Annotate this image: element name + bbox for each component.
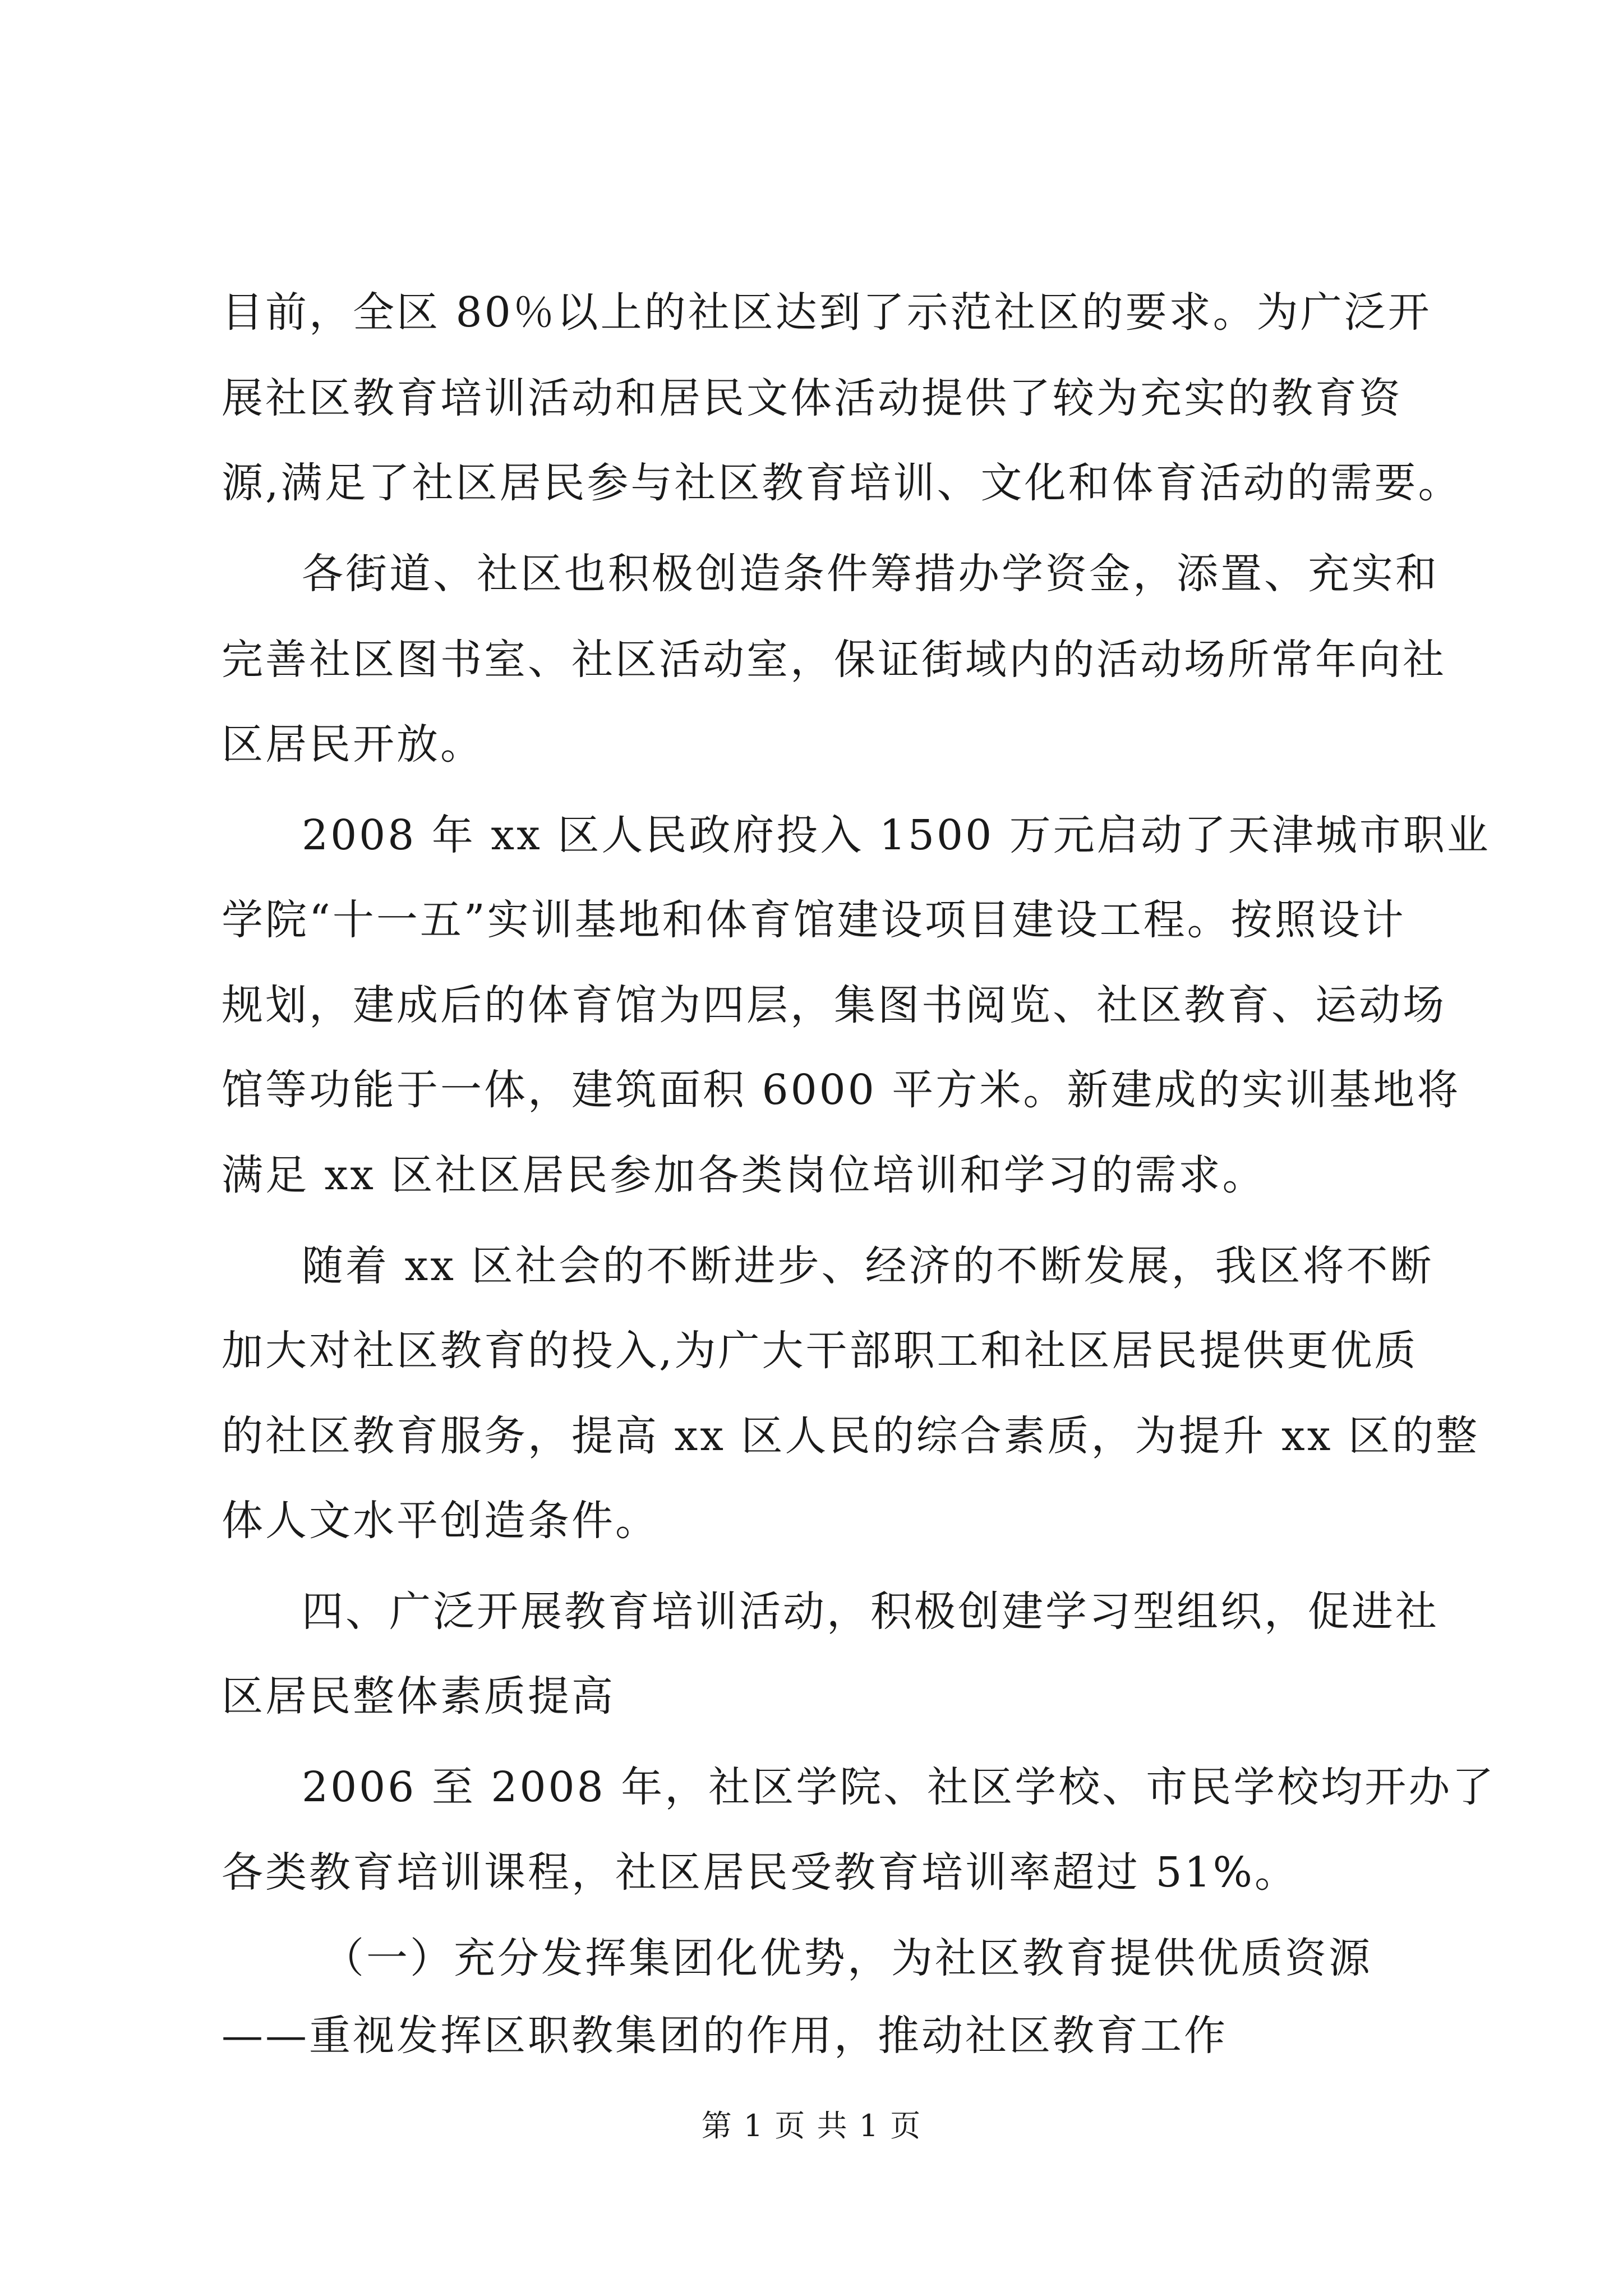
text-line-13: 加大对社区教育的投入,为广大干部职工和社区居民提供更优质: [222, 1327, 1418, 1375]
text-line-10: 馆等功能于一体，建筑面积 6000 平方米。新建成的实训基地将: [222, 1066, 1461, 1114]
text-line-18: 2006 至 2008 年，社区学院、社区学校、市民学校均开办了: [302, 1763, 1496, 1811]
page-number-footer: 第 1 页 共 1 页: [701, 2108, 922, 2143]
text-line-16: 四、广泛开展教育培训活动，积极创建学习型组织，促进社: [302, 1588, 1439, 1636]
text-line-15: 体人文水平创造条件。: [222, 1497, 659, 1545]
text-line-7: 2008 年 xx 区人民政府投入 1500 万元启动了天津城市职业: [302, 811, 1491, 859]
text-line-17: 区居民整体素质提高: [222, 1672, 615, 1720]
text-line-21: ——重视发挥区职教集团的作用，推动社区教育工作: [222, 2012, 1228, 2060]
text-line-3: 源,满足了社区居民参与社区教育培训、文化和体育活动的需要。: [222, 459, 1462, 507]
text-line-4: 各街道、社区也积极创造条件筹措办学资金，添置、充实和: [302, 550, 1439, 598]
text-line-19: 各类教育培训课程，社区居民受教育培训率超过 51%。: [222, 1848, 1298, 1897]
text-line-12: 随着 xx 区社会的不断进步、经济的不断发展，我区将不断: [302, 1242, 1434, 1290]
text-line-2: 展社区教育培训活动和居民文体活动提供了较为充实的教育资: [222, 374, 1403, 422]
text-line-11: 满足 xx 区社区居民参加各类岗位培训和学习的需求。: [222, 1151, 1266, 1199]
text-line-9: 规划，建成后的体育馆为四层，集图书阅览、社区教育、运动场: [222, 981, 1446, 1029]
text-line-20: （一）充分发挥集团化优势，为社区教育提供优质资源: [322, 1934, 1372, 1982]
text-line-5: 完善社区图书室、社区活动室，保证街域内的活动场所常年向社: [222, 636, 1446, 684]
text-line-1: 目前，全区 80％以上的社区达到了示范社区的要求。为广泛开: [222, 288, 1432, 337]
text-line-6: 区居民开放。: [222, 720, 484, 769]
text-line-14: 的社区教育服务，提高 xx 区人民的综合素质，为提升 xx 区的整: [222, 1412, 1480, 1460]
text-line-8: 学院“十一五”实训基地和体育馆建设项目建设工程。按照设计: [222, 896, 1406, 944]
